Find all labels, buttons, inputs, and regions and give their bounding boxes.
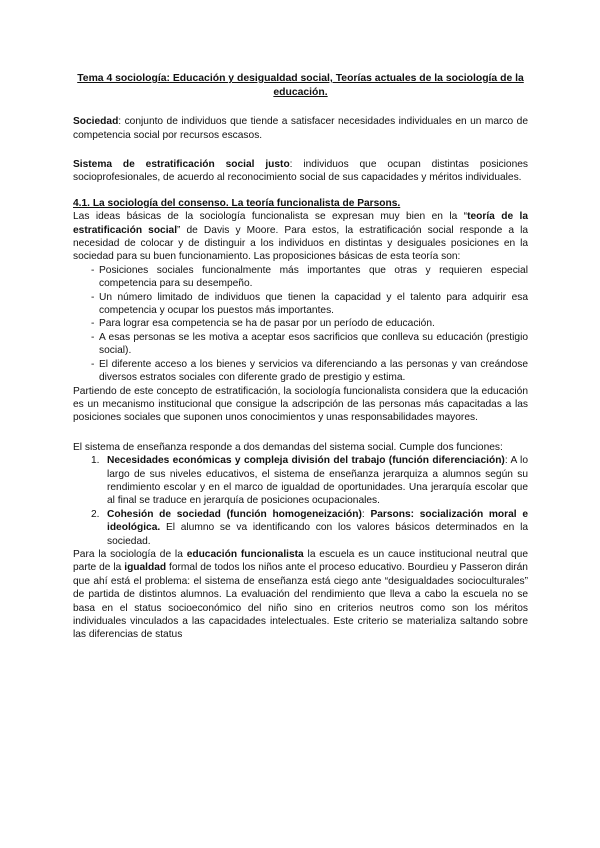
- list-item: - El diferente acceso a los bienes y servicios va diferenciando a las personas y van creándose diversos estratos sociales con diferente grado de prestigio y estima.: [73, 358, 528, 385]
- section-heading-4-1: 4.1. La sociología del consenso. La teoría funcionalista de Parsons.: [73, 197, 401, 209]
- definition-text: : conjunto de individuos que tiende a satisfacer necesidades individuales en un marco de competencia social por recursos escasos.: [73, 116, 528, 141]
- list-item: - A esas personas se les motiva a aceptar esos sacrificios que conlleva su educación (prestigio social).: [73, 331, 528, 358]
- term-sociedad: Sociedad: [73, 116, 119, 128]
- term-estratificacion: Sistema de estratificación social justo: [73, 159, 290, 170]
- paragraph-educacion-funcionalista: Para la sociología de la educación funcionalista la escuela es un cauce institucional neutral que parte de la igualdad formal de todos los niños ante el proceso educativo. Bourdieu y Passeron dirán que ahí está el problema: el sistema de enseñanza está ciego ante “desigualdades socioculturales” de partida de distintos alumnos. La evaluación del rendimiento que lleva a cabo la escuela no se basa en el status socioeconómico del niño sino en criterios neutros como son los méritos individuales vinculados a las capacidades intelectuales. Este criterio se materializa saltando sobre las diferencias de status: [73, 548, 528, 641]
- list-item: 1. Necesidades económicas y compleja división del trabajo (función diferenciación): A lo largo de sus niveles educativos, el sistema de enseñanza jerarquiza a alumnos según su rendimiento escolar y en el marco de igualdad de oportunidades. Una jerarquía escolar que al final se traduce en jerarquía de posiciones ocupacionales.: [91, 455, 528, 507]
- document-title: Tema 4 sociología: Educación y desigualdad social, Teorías actuales de la sociología de la educación.: [77, 73, 524, 98]
- list-number: 2.: [91, 508, 100, 520]
- theory-name: teoría de la estratificación social: [73, 211, 528, 236]
- definition-sociedad: [73, 115, 528, 142]
- list-number: 1.: [91, 455, 100, 467]
- list-item: - Posiciones sociales funcionalmente más importantes que otras y requieren especial competencia para su desempeño.: [73, 264, 528, 291]
- list-item: 2. Cohesión de sociedad (función homogeneización): Parsons: socialización moral e ideológica. El alumno se va identificando con los valores básicos determinados en la sociedad.: [91, 508, 528, 547]
- list-item: - Un número limitado de individuos que tienen la capacidad y el talento para adquirir esa competencia y ocupar los puestos más importantes.: [73, 291, 528, 318]
- functions-list: [73, 454, 528, 548]
- list-item: - Para lograr esa competencia se ha de pasar por un período de educación.: [73, 317, 528, 330]
- section-intro: Las ideas básicas de la sociología funcionalista se expresan muy bien en la “teoría de la estratificación social” de Davis y Moore. Para estos, la estratificación social responde a la necesidad de colocar y de distinguir a los individuos en distintas y desiguales posiciones en la sociedad para su buen funcionamiento. Las proposiciones básicas de esta teoría son:: [73, 211, 529, 263]
- paragraph-estratificacion: Partiendo de este concepto de estratificación, la sociología funcionalista considera que la educación es un mecanismo institucional que consigue la adscripción de las personas más capacitadas a las posiciones sociales que suponen unos conocimientos y unas responsabilidades mayores.: [73, 385, 528, 424]
- propositions-list: [73, 264, 528, 385]
- definition-estratificacion: [73, 158, 528, 185]
- paragraph-funciones: El sistema de enseñanza responde a dos demandas del sistema social. Cumple dos funciones:: [73, 441, 503, 453]
- document-page: [73, 72, 528, 642]
- definition-text: : individuos que ocupan distintas posiciones socioprofesionales, de acuerdo al reconocimiento social de sus capacidades y méritos individuales.: [73, 159, 529, 184]
